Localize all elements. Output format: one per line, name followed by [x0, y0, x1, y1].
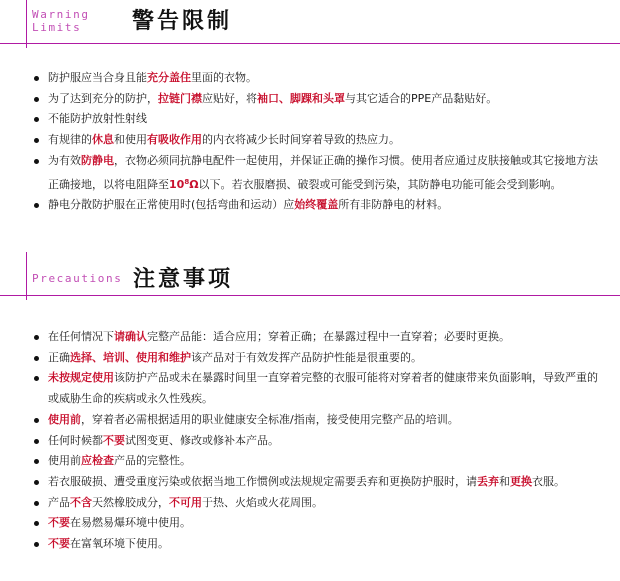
item-text: 在易燃易爆环境中使用。	[70, 516, 191, 530]
header-bracket-line	[26, 252, 27, 300]
header-tick-line	[0, 295, 27, 296]
precautions-title-cn: 注意事项	[133, 267, 234, 292]
warning-item	[34, 109, 604, 130]
warning-title-en-line1: Warning	[32, 8, 90, 21]
warning-item	[34, 195, 604, 216]
item-text: 不能防护放射性射线	[48, 112, 147, 126]
item-text: 为了达到充分的防护，	[48, 91, 158, 105]
precautions-item	[34, 368, 604, 409]
highlight-text: 不含	[70, 495, 92, 509]
item-text: 衣服。	[532, 474, 565, 488]
item-text: 为有效	[48, 153, 81, 167]
precautions-list	[34, 327, 604, 555]
header-tick-line	[0, 43, 27, 44]
header-baseline	[26, 43, 620, 44]
item-text: 产品的完整性。	[114, 454, 191, 468]
item-text: 有规律的	[48, 133, 92, 147]
precautions-item	[34, 431, 604, 452]
highlight-text: 未按规定使用	[48, 371, 114, 385]
highlight-text: 袖口、脚踝和头罩	[257, 91, 345, 105]
highlight-text: Ω	[189, 177, 199, 191]
precautions-item	[34, 534, 604, 555]
highlight-text: 10	[169, 177, 185, 191]
item-text: 试图变更、修改或修补本产品。	[125, 433, 279, 447]
item-text: 该产品对于有效发挥产品防护性能是很重要的。	[191, 350, 422, 364]
item-text: 的内衣将减少长时间穿着导致的热应力。	[202, 133, 400, 147]
item-text: 该防护产品或未在暴露时间里一直穿着完整的衣服可能将对穿着者的健康带来负面影响，导致严重的或威胁生命的疾病或永久性残疾。	[48, 371, 598, 406]
highlight-text: 有吸收作用	[147, 133, 202, 147]
warning-item	[34, 68, 604, 89]
item-text: 和	[499, 474, 510, 488]
highlight-text: 8	[184, 177, 190, 186]
item-text: 完整产品能：适合应用；穿着正确；在暴露过程中一直穿着；必要时更换。	[147, 330, 510, 343]
item-text: 里面的衣物。	[191, 71, 257, 84]
item-text: 以下。若衣服磨损、破裂或可能受到污染，其防静电功能可能会受到影响。	[198, 177, 562, 191]
precautions-item	[34, 348, 604, 369]
precautions-item	[34, 513, 604, 534]
warning-item	[34, 151, 604, 195]
warning-item	[34, 89, 604, 110]
item-text: 正确	[48, 350, 70, 364]
item-text: 所有非防静电的材料。	[338, 198, 449, 212]
highlight-text: 始终覆盖	[294, 198, 339, 212]
precautions-item	[34, 327, 604, 348]
item-text: 于热、火焰或火花周围。	[202, 495, 323, 509]
item-text: 和使用	[114, 133, 147, 147]
warning-title-en-line2: Limits	[32, 21, 82, 34]
precautions-item	[34, 472, 604, 493]
item-text: 静电分散防护服在正常使用时(包括弯曲和运动）应	[48, 198, 295, 212]
header-baseline	[26, 295, 620, 296]
highlight-text: 使用前	[48, 412, 81, 426]
warning-item	[34, 130, 604, 151]
warning-title-cn: 警告限制	[132, 9, 233, 34]
item-text: 使用前	[48, 454, 81, 468]
item-text: ，穿着者必需根据适用的职业健康安全标准/指南，接受使用完整产品的培训。	[81, 412, 459, 426]
highlight-text: 应检查	[81, 454, 114, 468]
highlight-text: 不可用	[169, 495, 202, 509]
item-text: 防护服应当合身且能	[48, 71, 147, 84]
highlight-text: 充分盖住	[147, 71, 191, 84]
highlight-text: 更换	[510, 474, 532, 488]
highlight-text: 不要	[48, 537, 70, 551]
header-bracket-line	[26, 0, 27, 48]
highlight-text: 不要	[48, 516, 70, 530]
highlight-text: 不要	[103, 433, 125, 447]
item-text: 与其它适合的PPE产品黏贴好。	[345, 91, 498, 105]
precautions-item	[34, 451, 604, 472]
highlight-text: 休息	[92, 133, 114, 147]
highlight-text: 丢弃	[477, 474, 499, 488]
warning-header	[0, 0, 620, 48]
item-text: 在富氧环境下使用。	[70, 537, 169, 551]
highlight-text: 拉链门襟	[158, 91, 202, 105]
item-text: 在任何情况下	[48, 330, 114, 343]
highlight-text: 请确认	[114, 330, 147, 343]
warning-list	[34, 68, 604, 216]
item-text: 应贴好，将	[202, 91, 257, 105]
item-text: 若衣服破损、遭受重度污染或依据当地工作惯例或法规规定需要丢弃和更换防护服时，请	[48, 474, 477, 488]
precautions-header	[0, 252, 620, 300]
highlight-text: 防静电	[81, 153, 114, 167]
item-text: ，衣物必须同抗静电配件一起使用，并保证正确的操作习惯。使用者应通过皮肤接触或其它接地方法正确接地，以将电阻降至	[48, 153, 598, 191]
highlight-text: 选择、培训、使用和维护	[70, 350, 191, 364]
precautions-item	[34, 493, 604, 514]
precautions-title-en: Precautions	[32, 272, 123, 285]
precautions-item	[34, 410, 604, 431]
item-text: 产品	[48, 495, 70, 509]
item-text: 任何时候都	[48, 433, 103, 447]
item-text: 天然橡胶成分，	[92, 495, 169, 509]
